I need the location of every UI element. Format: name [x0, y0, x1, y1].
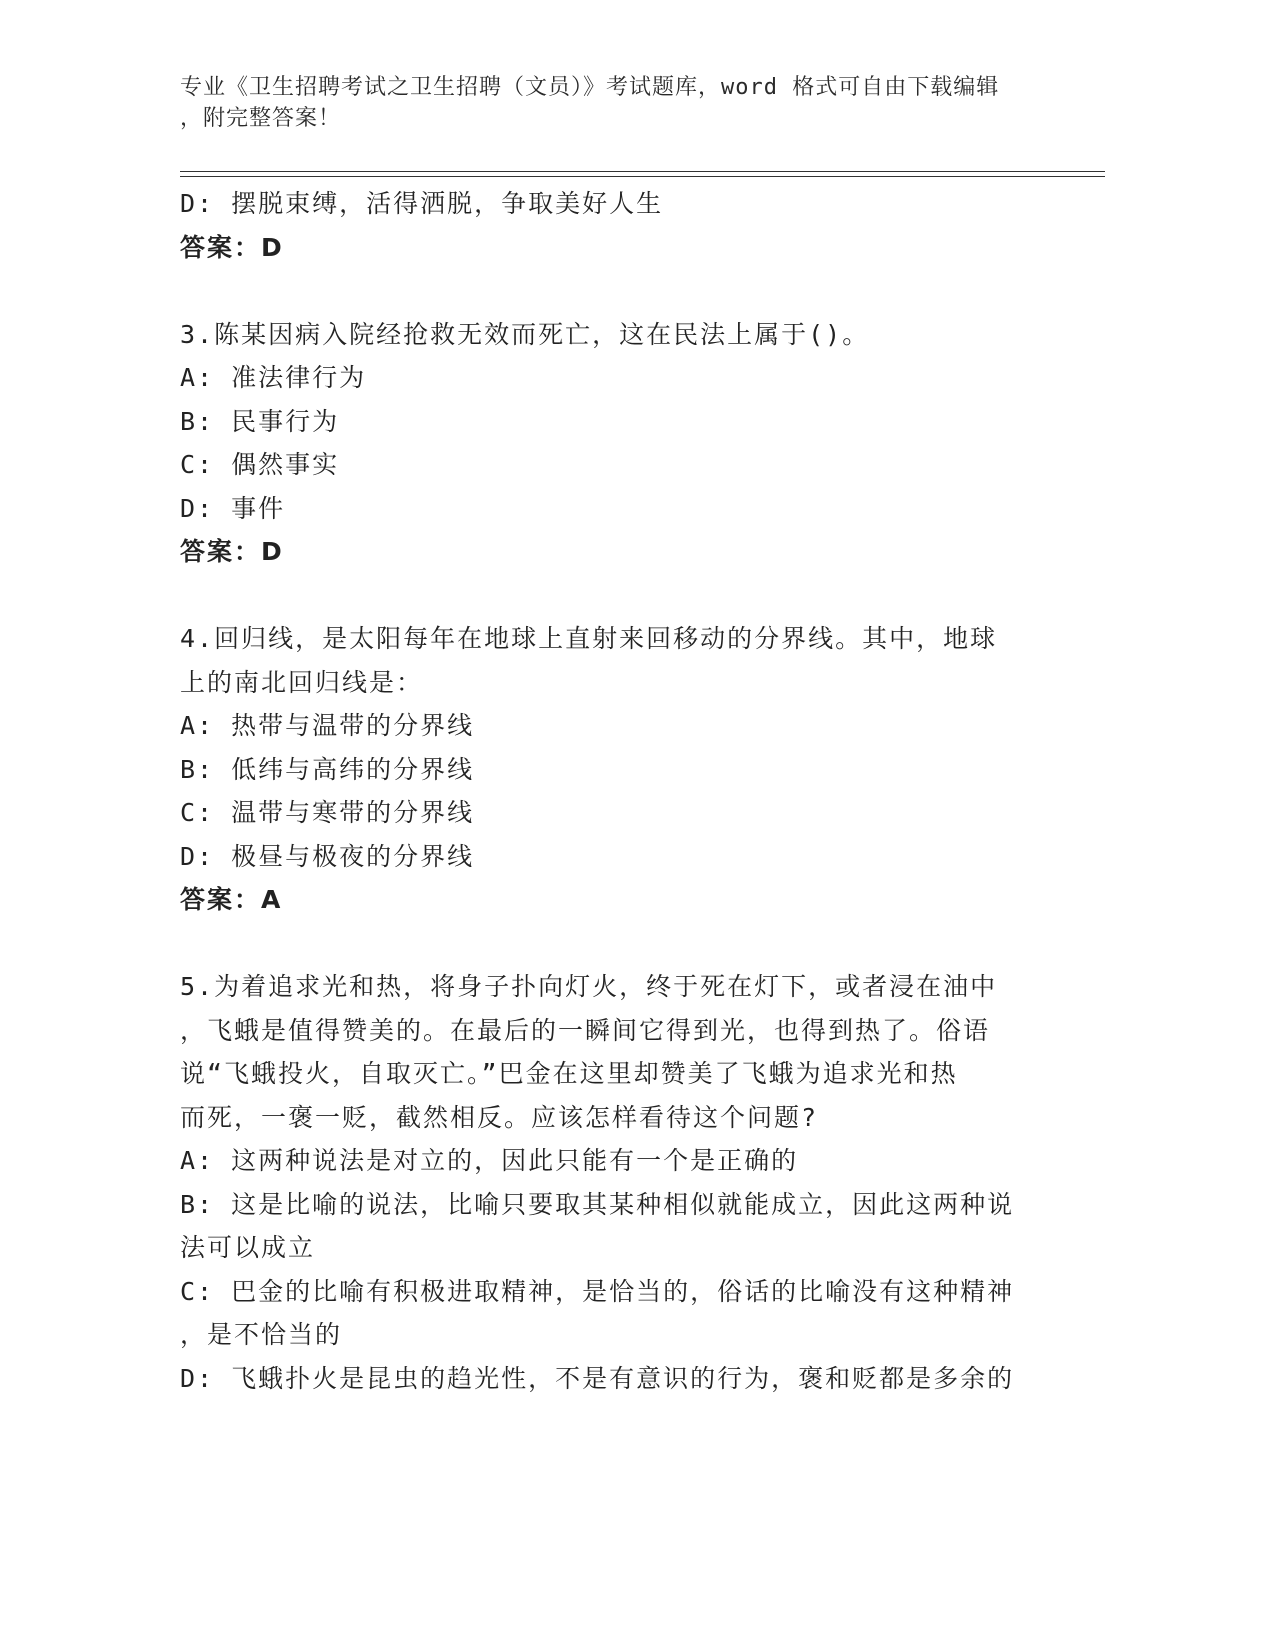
option-c: C: 温带与寒带的分界线: [180, 798, 475, 827]
question-stem-line-1: 5.为着追求光和热，将身子扑向灯火，终于死在灯下，或者浸在油中: [180, 972, 998, 1001]
option-b-line-1: B: 这是比喻的说法，比喻只要取其某种相似就能成立，因此这两种说: [180, 1189, 1015, 1219]
question-list: [180, 182, 1040, 1400]
header-divider-bottom: [180, 176, 1105, 177]
option-b: B: 低纬与高纬的分界线: [180, 754, 475, 784]
question-stem: 3.陈某因病入院经抢救无效而死亡，这在民法上属于()。: [180, 319, 870, 349]
option-c: C: 偶然事实: [180, 450, 340, 479]
answer: 答案：D: [180, 537, 284, 566]
option-c-line-2: ，是不恰当的: [180, 1320, 343, 1349]
question-stem-line-2: ，飞蛾是值得赞美的。在最后的一瞬间它得到光，也得到热了。俗语: [180, 1015, 991, 1045]
answer-q2: 答案：D: [180, 232, 284, 262]
option-c-line-1: C: 巴金的比喻有积极进取精神，是恰当的，俗话的比喻没有这种精神: [180, 1276, 1015, 1306]
question-stem-line-1: 4.回归线，是太阳每年在地球上直射来回移动的分界线。其中，地球: [180, 624, 998, 653]
question-stem-line-3: 说“飞蛾投火，自取灭亡。”巴金在这里却赞美了飞蛾为追求光和热: [180, 1059, 958, 1088]
document-header: [180, 72, 1060, 134]
option-b: B: 民事行为: [180, 406, 340, 436]
question-stem-line-4: 而死，一褒一贬，截然相反。应该怎样看待这个问题?: [180, 1102, 819, 1132]
header-divider-top: [180, 171, 1105, 172]
question-stem-line-2: 上的南北回归线是：: [180, 667, 424, 697]
header-line-1: 专业《卫生招聘考试之卫生招聘（文员）》考试题库，word 格式可自由下载编辑: [180, 75, 1000, 100]
option-a: A: 这两种说法是对立的，因此只能有一个是正确的: [180, 1146, 799, 1175]
option-a: A: 热带与温带的分界线: [180, 711, 475, 740]
spacer: [180, 922, 1040, 966]
option-b-line-2: 法可以成立: [180, 1233, 316, 1262]
question-3: [180, 313, 1040, 574]
option-d: D: 极昼与极夜的分界线: [180, 841, 475, 871]
header-line-2: ，附完整答案！: [180, 106, 342, 131]
question-4: [180, 617, 1040, 922]
option-d: D: 事件: [180, 493, 286, 523]
answer: 答案：A: [180, 885, 283, 914]
option-d: D: 飞蛾扑火是昆虫的趋光性，不是有意识的行为，褒和贬都是多余的: [180, 1363, 1015, 1393]
option-d-q2: D: 摆脱束缚，活得洒脱，争取美好人生: [180, 189, 664, 218]
spacer: [180, 269, 1040, 313]
question-5: [180, 965, 1040, 1400]
option-a: A: 准法律行为: [180, 363, 367, 392]
spacer: [180, 574, 1040, 618]
